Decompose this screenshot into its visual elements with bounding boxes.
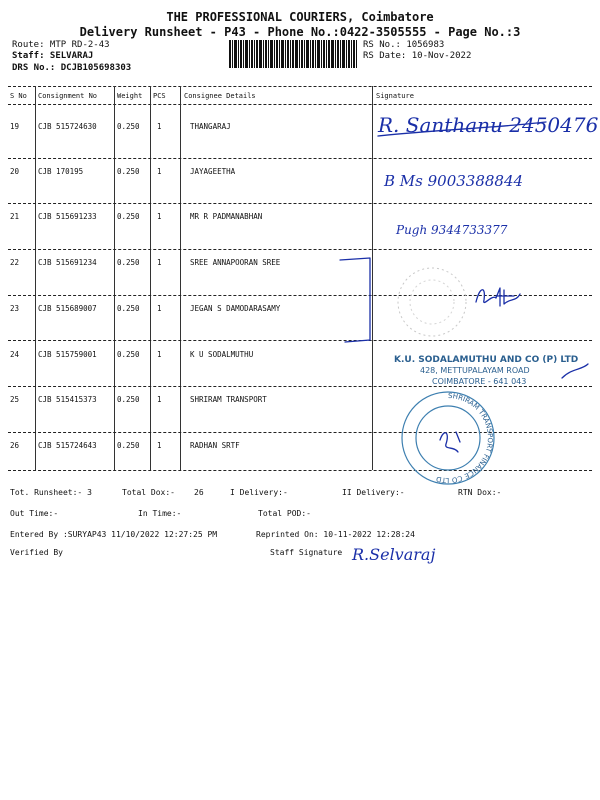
ii-delivery: II Delivery:- (342, 488, 405, 497)
row-rule (8, 432, 592, 433)
row-pcs: 1 (157, 258, 162, 267)
row-pcs: 1 (157, 304, 162, 313)
row-consignment: CJB 515759001 (38, 350, 97, 359)
col-header-signature: Signature (376, 92, 414, 100)
row-sno: 23 (10, 304, 20, 313)
row-pcs: 1 (157, 122, 162, 131)
row-pcs: 1 (157, 395, 162, 404)
company-stamp (392, 348, 598, 390)
row-weight: 0.250 (117, 304, 140, 313)
row-weight: 0.250 (117, 212, 140, 221)
signature-text: R. Santhanu 2450476 (378, 113, 599, 137)
row-consignment: CJB 515691234 (38, 258, 97, 267)
row-weight: 0.250 (117, 167, 140, 176)
barcode (229, 40, 357, 68)
col-sep-1 (35, 86, 36, 470)
row-rule (8, 203, 592, 204)
row-sno: 25 (10, 395, 20, 404)
header-bottom-rule (8, 104, 592, 105)
signature-text: Pugh 9344733377 (396, 223, 508, 237)
row-rule (8, 249, 592, 250)
row-consignment: CJB 515691233 (38, 212, 97, 221)
row-consignee: MR R PADMANABHAN (190, 212, 263, 221)
in-time: In Time:- (138, 509, 182, 518)
rs-date: RS Date: 10-Nov-2022 (363, 51, 472, 61)
faint-stamp (392, 262, 472, 342)
rs-number: RS No.: 1056983 (363, 40, 445, 50)
signature-text: B Ms 9003388844 (384, 172, 524, 190)
staff-signature-ink: R.Selvaraj (352, 545, 436, 564)
row-sno: 22 (10, 258, 20, 267)
row-consignment: CJB 515724630 (38, 122, 97, 131)
row-weight: 0.250 (117, 395, 140, 404)
out-time: Out Time:- (10, 509, 59, 518)
header-top-rule (8, 86, 592, 87)
verified-by: Verified By (10, 548, 63, 557)
row-sno: 19 (10, 122, 20, 131)
row-consignment: CJB 515689007 (38, 304, 97, 313)
reprinted-on: Reprinted On: 10-11-2022 12:28:24 (256, 530, 415, 539)
signature-row-19 (374, 106, 599, 160)
signature-row-23 (470, 280, 530, 314)
row-consignment: CJB 515415373 (38, 395, 97, 404)
row-weight: 0.250 (117, 350, 140, 359)
row-consignment: CJB 170195 (38, 167, 84, 176)
row-consignee: RADHAN SRTF (190, 441, 240, 450)
row-pcs: 1 (157, 167, 162, 176)
col-sep-3 (150, 86, 151, 470)
signature-row-21 (392, 210, 532, 246)
row-consignee: THANGARAJ (190, 122, 231, 131)
row-consignee: SHRIRAM TRANSPORT (190, 395, 267, 404)
row-weight: 0.250 (117, 441, 140, 450)
round-stamp (398, 388, 498, 488)
total-pod: Total POD:- (258, 509, 311, 518)
company-title: THE PROFESSIONAL COURIERS, Coimbatore (166, 10, 434, 24)
col-header-consignment: Consignment No (38, 92, 98, 100)
row-sno: 26 (10, 441, 20, 450)
staff-signature (348, 538, 468, 570)
total-dox-value: 26 (194, 488, 204, 497)
table-bottom-rule (8, 470, 592, 471)
rtn-dox: RTN Dox:- (458, 488, 502, 497)
i-delivery: I Delivery:- (230, 488, 288, 497)
row-consignee: JEGAN S DAMODARASAMY (190, 304, 281, 313)
stamp-ring-text: SHRIRAM TRANSPORT FINANCE CO LTD (435, 391, 495, 485)
col-header-pcs: PCS (153, 92, 166, 100)
col-header-sno: S No (10, 92, 27, 100)
staff-label: Staff: SELVARAJ (12, 51, 94, 61)
drs-number: DRS No.: DCJB105698303 (12, 63, 132, 73)
stamp-name: K.U. SODALAMUTHU AND CO (P) LTD (394, 355, 579, 365)
col-header-weight: Weight (117, 92, 143, 100)
stamp-address-1: 428, METTUPALAYAM ROAD (420, 366, 530, 375)
row-consignee: K U SODALMUTHU (190, 350, 254, 359)
bracket-mark (300, 254, 380, 344)
col-header-consignee: Consignee Details (184, 92, 256, 100)
signature-row-20 (380, 162, 550, 202)
row-sno: 20 (10, 167, 20, 176)
total-dox-label: Total Dox:- (122, 488, 175, 497)
row-pcs: 1 (157, 441, 162, 450)
row-pcs: 1 (157, 350, 162, 359)
row-sno: 21 (10, 212, 20, 221)
route-label: Route: MTP RD-2-43 (12, 40, 110, 50)
row-pcs: 1 (157, 212, 162, 221)
col-sep-4 (180, 86, 181, 470)
staff-signature-label: Staff Signature (270, 548, 343, 557)
row-consignment: CJB 515724643 (38, 441, 97, 450)
row-sno: 24 (10, 350, 20, 359)
row-weight: 0.250 (117, 122, 140, 131)
row-consignee: JAYAGEETHA (190, 167, 236, 176)
runsheet-subtitle: Delivery Runsheet - P43 - Phone No.:0422-3505555 - Page No.:3 (79, 25, 521, 39)
row-consignee: SREE ANNAPOORAN SREE (190, 258, 281, 267)
stamp-address-2: COIMBATORE - 641 043 (432, 377, 527, 386)
col-sep-2 (114, 86, 115, 470)
row-weight: 0.250 (117, 258, 140, 267)
entered-by: Entered By :SURYAP43 11/10/2022 12:27:25 PM (10, 530, 218, 539)
total-runsheet: Tot. Runsheet:- 3 (10, 488, 92, 497)
